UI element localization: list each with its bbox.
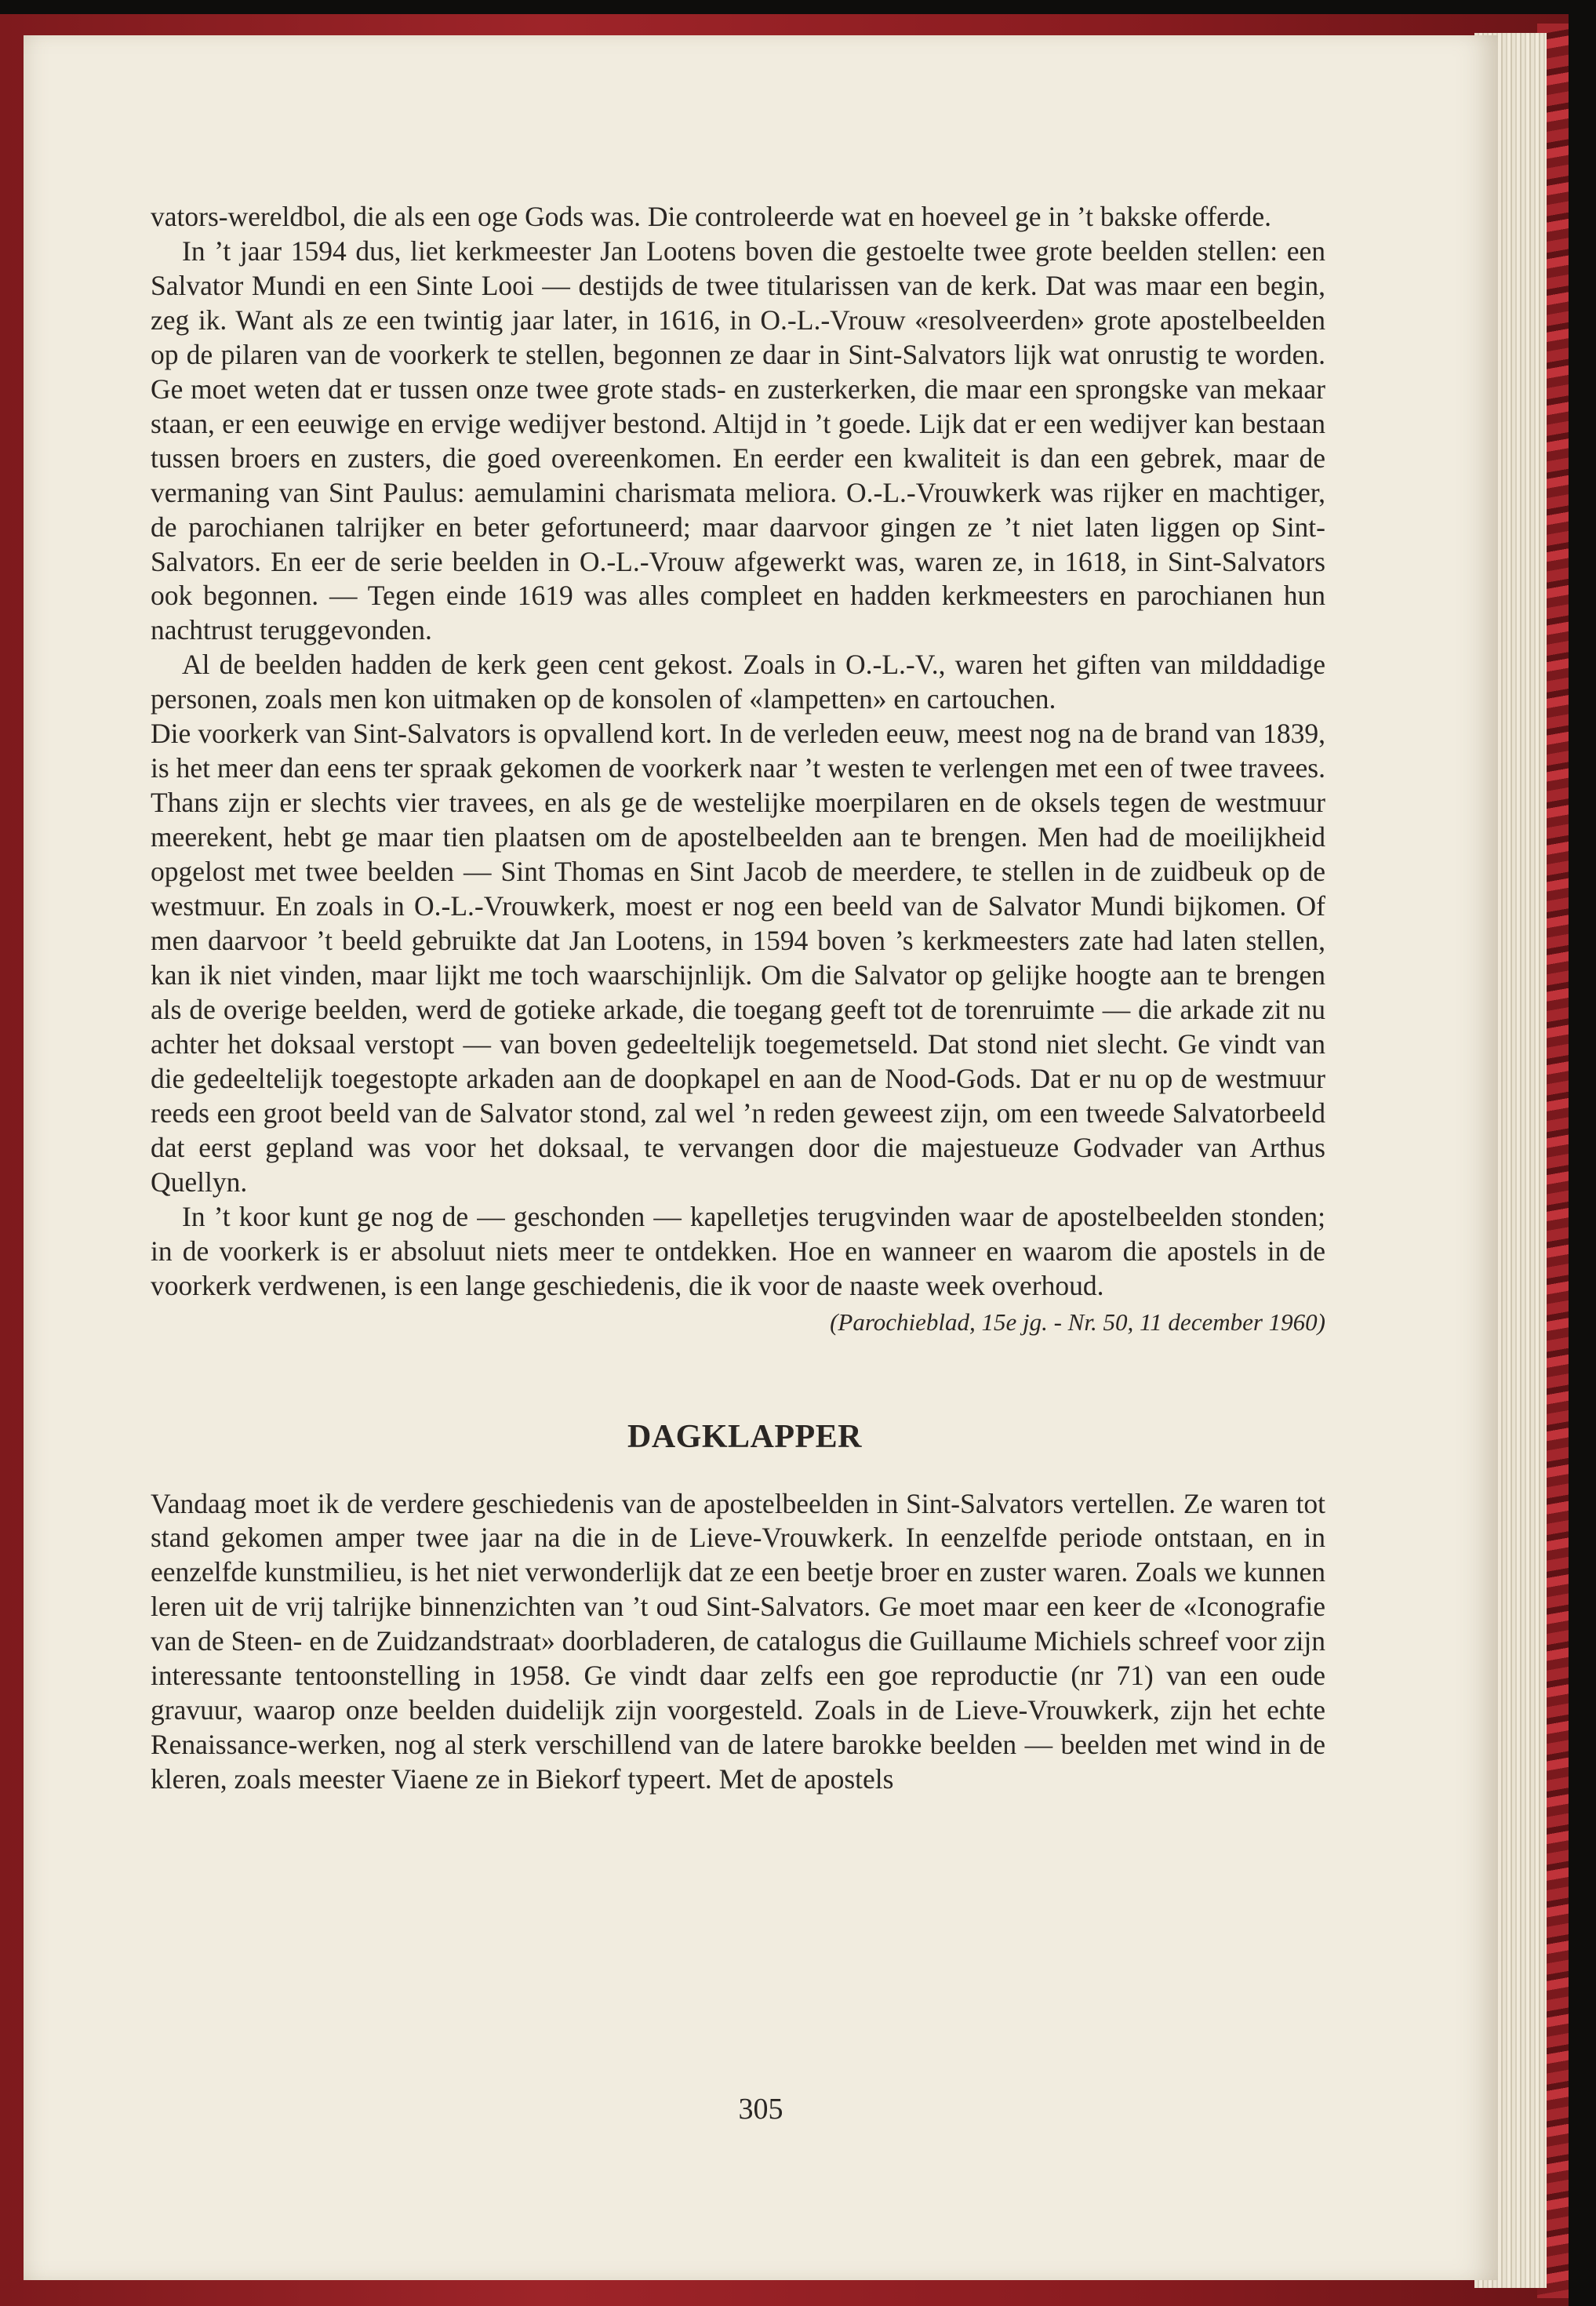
paragraph: In ’t jaar 1594 dus, liet kerkmeester Jan Lootens boven die gestoelte twee grote beelden stellen: een Salvator Mundi en een Sinte Looi — destijds de twee titularissen van de kerk. Dat was maar een begin, zeg ik. Want als ze een twintig jaar later, in 1616, in O.-L.-Vrouw «resolveerden» grote apostelbeelden op de pilaren van de voorkerk te stellen, begonnen ze daar in Sint-Salvators lijk wat onrustig te worden. Ge moet weten dat er tussen onze twee grote stads- en zusterkerken, die maar een sprongske van mekaar staan, er een eeuwige en ervige wedijver bestond. Altijd in ’t goede. Lijk dat er een wedijver kan bestaan tussen broers en zusters, die goed overeenkomen. En eerder een kwaliteit is dan een gebrek, maar de vermaning van Sint Paulus: aemulamini charismata meliora. O.-L.-Vrouwkerk was rijker en machtiger, de parochianen talrijker en beter gefortuneerd; maar daarvoor gingen ze ’t niet laten liggen op Sint-Salvators. En eer de serie beelden in O.-L.-Vrouw afgewerkt was, waren ze, in 1618, in Sint-Salvators ook begonnen. — Tegen einde 1619 was alles compleet en hadden kerkmeesters en parochianen hun nachtrust teruggevonden. bbox=[151, 235, 1325, 646]
section-heading: DAGKLAPPER bbox=[627, 1418, 862, 1455]
paragraph: Die voorkerk van Sint-Salvators is opvallend kort. In de verleden eeuw, meest nog na de brand van 1839, is het meer dan eens ter spraak gekomen de voorkerk naar ’t westen te verlengen met een of twee travees. Thans zijn er slechts vier travees, en als ge de westelijke moerpilaren en de oksels tegen de westmuur meerekent, hebt ge maar tien plaatsen om de apostelbeelden aan te brengen. Men had de moeilijkheid opgelost met twee beelden — Sint Thomas en Sint Jacob de meerdere, te stellen in de zuidbeuk op de westmuur. En zoals in O.-L.-Vrouwkerk, moest er nog een beeld van de Salvator Mundi bijkomen. Of men daarvoor ’t beeld gebruikte dat Jan Lootens, in 1594 boven ’s kerkmeesters zate had laten stellen, kan ik niet vinden, maar lijkt me toch waarschijnlijk. Om die Salvator op gelijke hoogte aan te brengen als de overige beelden, werd de gotieke arkade, die toegang geeft tot de torenruimte — die arkade zit nu achter het doksaal verstopt — van boven gedeeltelijk toegemetseld. Dat stond niet slecht. Ge vindt van die gedeeltelijk toegestopte arkaden aan de doopkapel en aan de Nood-Gods. Dat er nu op de westmuur reeds een groot beeld van de Salvator stond, zal wel ’n reden geweest zijn, om een tweede Salvatorbeeld dat eerst gepland was voor het doksaal, te vervangen door die majestueuze Godvader van Arthus Quellyn. bbox=[151, 718, 1325, 1198]
source-citation: (Parochieblad, 15e jg. - Nr. 50, 11 december 1960) bbox=[830, 1308, 1325, 1336]
paragraph: Vandaag moet ik de verdere geschiedenis van de apostelbeelden in Sint-Salvators vertellen. Ze waren tot stand gekomen amper twee jaar na die in de Lieve-Vrouwkerk. In eenzelfde periode ontstaan, en in eenzelfde kunstmilieu, is het niet verwonderlijk dat ze een beetje broer en zuster waren. Zoals we kunnen leren uit de vrij talrijke binnenzichten van ’t oud Sint-Salvators. Ge moet maar een keer de «Iconografie van de Steen- en de Zuidzandstraat» doorbladeren, de catalogus die Guillaume Michiels schreef voor zijn interessante tentoonstelling in 1958. Ge vindt daar zelfs een goe reproductie (nr 71) van een oude gravuur, waarop onze beelden duidelijk zijn voorgesteld. Zoals in de Lieve-Vrouwkerk, zijn het echte Renaissance-werken, nog al sterk verschillend van de latere barokke beelden — beelden met wind in de kleren, zoals meester Viaene ze in Biekorf typeert. Met de apostels bbox=[151, 1487, 1325, 1795]
page-number: 305 bbox=[738, 2093, 783, 2126]
paragraph: Al de beelden hadden de kerk geen cent gekost. Zoals in O.-L.-V., waren het giften van milddadige personen, zoals men kon uitmaken op de konsolen of «lampetten» en cartouchen. bbox=[151, 649, 1325, 715]
page-text bbox=[151, 200, 1325, 1797]
paragraph: vators-wereldbol, die als een oge Gods was. Die controleerde wat en hoeveel ge in ’t bakske offerde. bbox=[151, 201, 1272, 232]
paragraph: In ’t koor kunt ge nog de — geschonden — kapelletjes terugvinden waar de apostelbeelden stonden; in de voorkerk is er absoluut niets meer te ontdekken. Hoe en wanneer en waarom die apostels in de voorkerk verdwenen, is een lange geschiedenis, die ik voor de naaste week overhoud. bbox=[151, 1200, 1325, 1301]
book-page bbox=[24, 35, 1498, 2280]
